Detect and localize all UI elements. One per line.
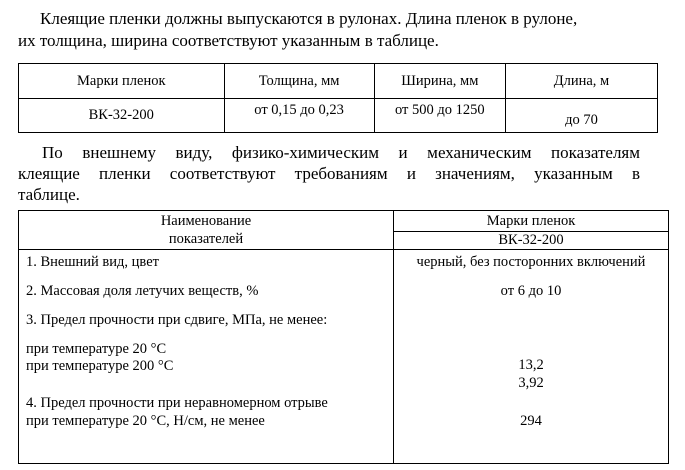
peel-value: 294 — [520, 413, 542, 429]
shear-temp200-value: 3,92 — [518, 375, 544, 391]
header-divider — [19, 249, 668, 250]
second-line-1: По внешнему виду, физико-химическим и механическим показателям — [42, 143, 640, 162]
shear-temp20-value: 13,2 — [518, 357, 544, 373]
appearance-label: 1. Внешний вид, цвет — [26, 254, 159, 270]
header-width: Ширина, мм — [374, 64, 505, 99]
header-brand: Марки пленок — [19, 64, 225, 99]
second-line-3: таблице. — [18, 185, 80, 204]
header-thickness: Толщина, мм — [224, 64, 374, 99]
shear-temp200-label: при температуре 200 °С — [26, 358, 174, 374]
volatile-value: от 6 до 10 — [500, 283, 562, 299]
second-line-2: клеящие пленки соответствуют требованиям и значениям, указанным в — [18, 164, 640, 183]
header-name-line-1: Наименование — [160, 213, 252, 229]
intro-paragraph — [18, 8, 668, 52]
dimensions-table-header-row — [19, 64, 658, 99]
cell-thickness: от 0,15 до 0,23 — [224, 99, 374, 133]
dimensions-table — [18, 63, 658, 133]
shear-label: 3. Предел прочности при сдвиге, МПа, не менее: — [26, 312, 328, 328]
cell-length: до 70 — [505, 99, 657, 133]
header-brand-line-2: ВК-32-200 — [498, 232, 564, 248]
cell-width: от 500 до 1250 — [374, 99, 505, 133]
header-brand-line-1: Марки пленок — [486, 213, 576, 229]
header-length: Длина, м — [505, 64, 657, 99]
intro-line-2: их толщина, ширина соответствуют указанным в таблице. — [18, 31, 439, 50]
header-name-line-2: показателей — [168, 231, 244, 247]
appearance-value: черный, без посторонних включений — [416, 254, 646, 270]
properties-table — [18, 210, 669, 464]
shear-temp20-label: при температуре 20 °С — [26, 341, 167, 357]
peel-label-line-1: 4. Предел прочности при неравномерном отрыве — [26, 395, 328, 411]
volatile-label: 2. Массовая доля летучих веществ, % — [26, 283, 259, 299]
cell-brand: ВК-32-200 — [19, 99, 225, 133]
second-paragraph — [18, 142, 640, 205]
intro-line-1: Клеящие пленки должны выпускаются в рулонах. Длина пленок в рулоне, — [40, 9, 578, 28]
peel-label-line-2: при температуре 20 °С, Н/см, не менее — [26, 413, 265, 429]
dimensions-table-row — [19, 99, 658, 133]
